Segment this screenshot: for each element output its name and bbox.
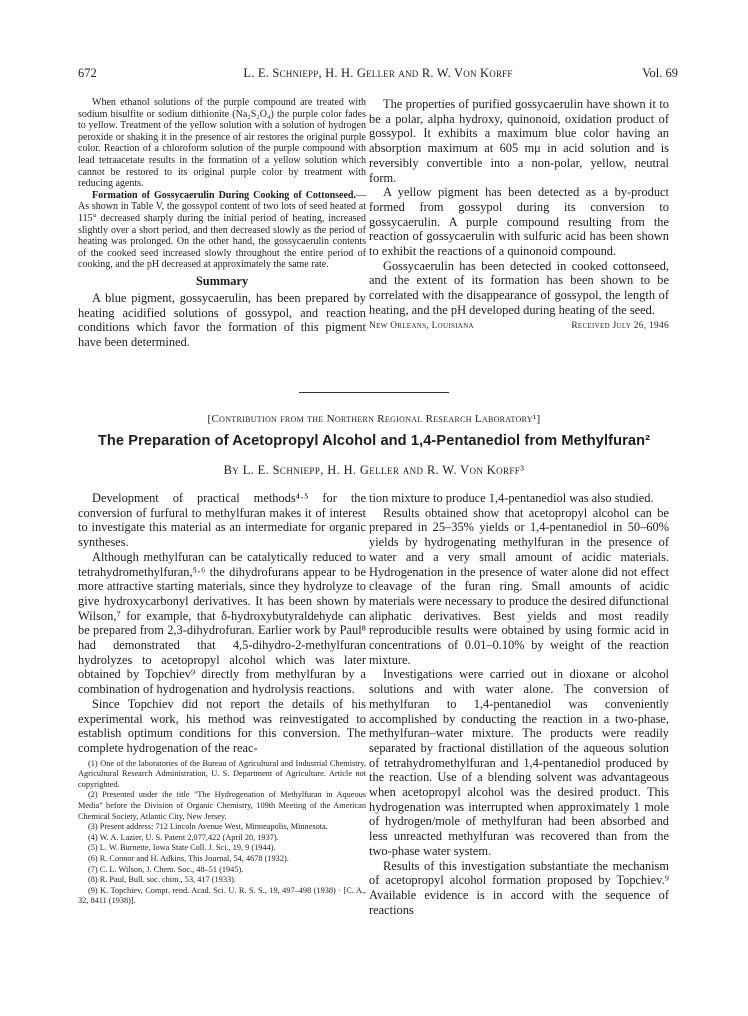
- contribution-line: [Contribution from the Northern Regional Research Laboratory¹]: [207, 413, 541, 425]
- body-paragraph: Since Topchiev did not report the details of his experimental work, his method was reinvestigated to establish optimum conditions for this conversion. The complete hydrogenation of the reac-: [78, 696, 366, 755]
- formation-heading: Formation of Gossycaerulin During Cooking of Cottonseed.: [92, 189, 356, 201]
- summary-heading: Summary: [195, 273, 249, 288]
- footnote: (3) Present address: 712 Lincoln Avenue West, Minneapolis, Minnesota.: [88, 822, 328, 832]
- body-paragraph: Investigations were carried out in dioxane or alcohol solutions and with water alone. The conversion of methylfuran to 1,4-pentanediol was conveniently accomplished by conducting the reaction in a two-phase, methylfuran–water mixture. The products were readily separated by fractional distillation of the aqueous solution of tetrahydromethylfuran and 1,4-pentanediol produced by the reaction. Use of a blending solvent was advantageous when acetopropyl alcohol was the desired product. This hydrogenation was interrupted when approximately 1 mole of hydrogen/mole of methylfuran had been absorbed and less unreacted methylfuran was recovered than from the two-phase water system.: [369, 667, 669, 858]
- signature-line: [369, 321, 669, 331]
- signature-place: New Orleans, Louisiana: [369, 320, 474, 331]
- footnote: (4) W. A. Lazier, U. S. Patent 2,077,422 (April 20, 1937).: [88, 832, 279, 842]
- running-head: [78, 66, 678, 82]
- body-paragraph: Results of this investigation substantiate the mechanism of acetopropyl alcohol formation proposed by Topchiev.⁹ Available evidence is in accord with the sequence of reactions: [369, 858, 669, 917]
- body-paragraph: tion mixture to produce 1,4-pentanediol was also studied.: [369, 491, 654, 505]
- article-divider: [299, 392, 449, 393]
- signature-received: Received July 26, 1946: [571, 320, 669, 331]
- prev-right-paragraph: Gossycaerulin has been detected in cooked cottonseed, and the extent of its formation has been shown to be correlated with the disappearance of gossypol, the length of heating, and the pH developed during heating of the seed.: [369, 258, 669, 317]
- article-left-column: [78, 491, 366, 907]
- footnote: (6) R. Connor and H. Adkins, This Journal, 54, 4678 (1932).: [88, 854, 289, 863]
- summary-text: A blue pigment, gossycaerulin, has been prepared by heating acidified solutions of gossypol, and reaction conditions which favor the formation of this pigment have been determined.: [78, 290, 366, 350]
- body-paragraph: Development of practical methods⁴·⁵ for the conversion of furfural to methylfuran makes it of interest to investigate this material as an intermediate for organic syntheses.: [78, 491, 366, 550]
- footnote: (8) R. Paul, Bull. soc. chim., 53, 417 (1933).: [88, 875, 236, 885]
- prev-article-right-column: [369, 97, 669, 331]
- formation-paragraph: [78, 190, 366, 271]
- footnote: (2) Presented under the title "The Hydrogenation of Methylfuran in Aqueous Media" before the Division of Organic Chemistry, 109th Meeting of the American Chemical Society, Atlantic City, New Jersey.: [78, 790, 366, 821]
- formation-text: —As shown in Table V, the gossypol content of two lots of seed heated at 115° decreased sharply during the initial period of heating, increased slightly over a short period, and then decreased slowly as the period of heating was prolonged. On the other hand, the gossycaerulin contents of the cooked seed increased slowly throughout the entire period of cooking, and the pH decreased at approximately the same rate.: [78, 189, 366, 271]
- prev-paragraph: When ethanol solutions of the purple compound are treated with sodium bisulfite or sodium dithionite (Na₂S₂O₄) the purple color fades to yellow. Treatment of the yellow solution with a solution of hydrogen peroxide or shaking it in the presence of air restores the original purple color. Reaction of a chloroform solution of the purple compound with lead tetraacetate results in the formation of a yellow solution which cannot be restored to its original purple color by treatment with reducing agents.: [78, 97, 366, 190]
- prev-right-paragraph: The properties of purified gossycaerulin have shown it to be a polar, alpha hydroxy, quinonoid, oxidation product of gossypol. It exhibits a maximum blue color having an absorption maximum at 605 mμ in acid solution and is reversibly convertible into a non-polar, yellow, neutral form.: [369, 97, 669, 185]
- footnotes: [78, 759, 366, 907]
- prev-right-paragraph: A yellow pigment has been detected as a by-product formed from gossypol during its conversion to gossycaerulin. A purple compound resulting from the reaction of gossycaerulin with sulfuric acid has been shown to exhibit the reactions of a quinonoid compound.: [369, 185, 669, 259]
- prev-article-left-column: [78, 97, 366, 350]
- footnote: (1) One of the laboratories of the Bureau of Agricultural and Industrial Chemistry, Agricultural Research Administration, U. S. Department of Agriculture. Article not copyrighted.: [78, 758, 366, 789]
- article-byline: By L. E. Schniepp, H. H. Geller and R. W. Von Korff³: [223, 463, 525, 477]
- footnote: (5) L. W. Burnette, Iowa State Coll. J. Sci., 19, 9 (1944).: [88, 843, 276, 853]
- volume-label: Vol. 69: [642, 66, 678, 80]
- running-head-authors: L. E. Schniepp, H. H. Geller and R. W. Von Korff: [243, 66, 513, 80]
- article-title: The Preparation of Acetopropyl Alcohol and 1,4-Pentanediol from Methylfuran²: [97, 433, 651, 449]
- footnote: (9) K. Topchiev, Compt. rend. Acad. Sci. U. R. S. S., 19, 497–498 (1938) · [C. A., 32, 8411 (1938)].: [78, 885, 366, 906]
- page-number: 672: [78, 66, 97, 80]
- body-paragraph: Although methylfuran can be catalytically reduced to tetrahydromethylfuran,⁵·⁶ the dihydrofurans appear to be more attractive starting materials, since they hydrolyze to give hydroxycarbonyl derivatives. It has been shown by Wilson,⁷ for example, that δ-hydroxybutyraldehyde can be prepared from 2,3-dihydrofuran. Earlier work by Paul⁸ had demonstrated that 4,5-dihydro-2-methylfuran hydrolyzes to acetopropyl alcohol which was later obtained by Topchiev⁹ directly from methylfuran by a combination of hydrogenation and hydrolysis reactions.: [78, 549, 366, 697]
- article-right-column: [369, 491, 669, 917]
- body-paragraph: Results obtained show that acetopropyl alcohol can be prepared in 25–35% yields or 1,4-pentanediol in 50–60% yields by hydrogenating methylfuran in the presence of water and a very small amount of acidic materials. Hydrogenation in the presence of water alone did not effect cleavage of the furan ring. Small amounts of acidic materials were necessary to produce the desired difunctional aliphatic derivatives. Best yields and most readily reproducible results were obtained by using formic acid in concentrations of 0.01–0.10% by weight of the reaction mixture.: [369, 505, 669, 667]
- footnote: (7) C. L. Wilson, J. Chem. Soc., 48–51 (1945).: [88, 864, 244, 874]
